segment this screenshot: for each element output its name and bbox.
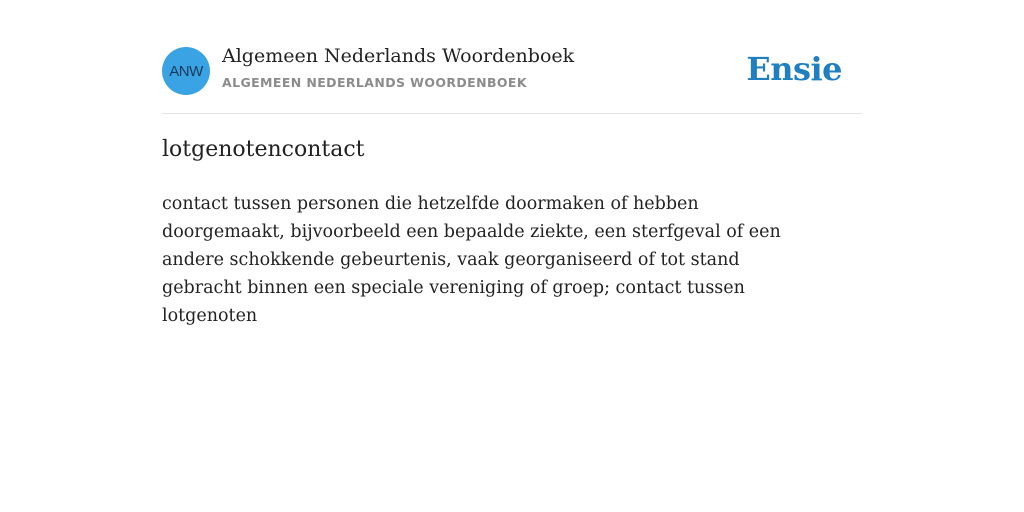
- dictionary-title[interactable]: Algemeen Nederlands Woordenboek: [222, 45, 575, 67]
- dictionary-subtitle: ALGEMEEN NEDERLANDS WOORDENBOEK: [222, 75, 527, 90]
- entry-definition: contact tussen personen die hetzelfde doormaken of hebben doorgemaakt, bijvoorbeeld een bepaalde ziekte, een sterfgeval of een andere schokkende gebeurtenis, vaak georganiseerd of tot stand gebracht binnen een speciale vereniging of groep; contact tussen lotgenoten: [162, 194, 781, 326]
- card-header: [162, 0, 862, 114]
- ensie-logo[interactable]: Ensie: [746, 50, 842, 88]
- entry-headword: lotgenotencontact: [162, 137, 365, 162]
- dictionary-card: [162, 0, 862, 326]
- dictionary-logo[interactable]: ANW: [162, 47, 210, 95]
